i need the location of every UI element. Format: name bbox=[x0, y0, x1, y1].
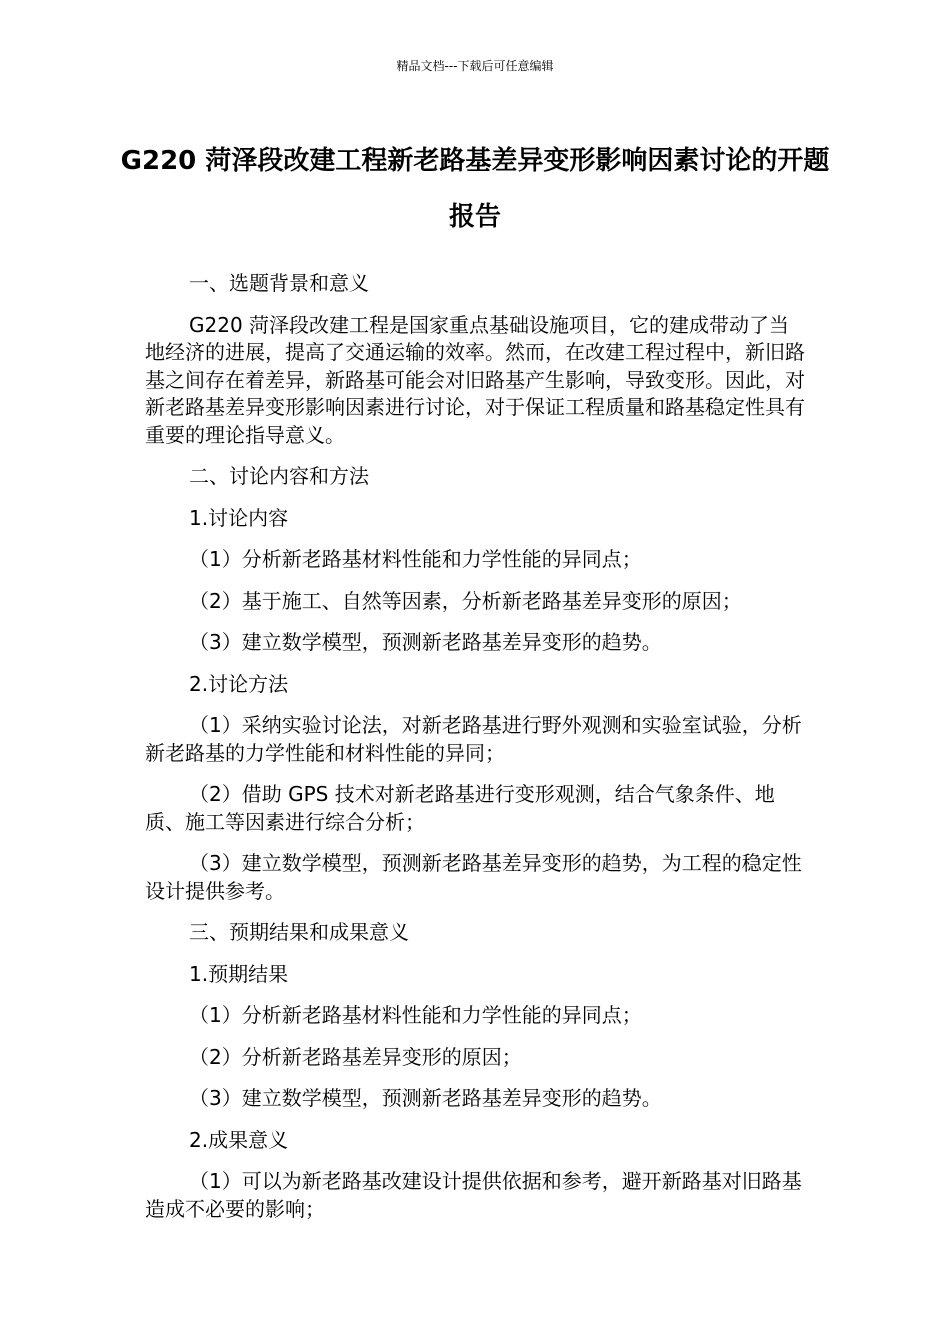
page-title: G220 菏泽段改建工程新老路基差异变形影响因素讨论的开题报告 bbox=[120, 146, 830, 232]
list-item: （3）建立数学模型，预测新老路基差异变形的趋势。 bbox=[189, 1086, 662, 1110]
subheading-significance: 2.成果意义 bbox=[189, 1127, 289, 1152]
list-item: （1）采纳实验讨论法，对新老路基进行野外观测和实验室试验，分析新老路基的力学性能和材料性能的异同； bbox=[145, 713, 802, 765]
list-item: （2）分析新老路基差异变形的原因； bbox=[189, 1044, 522, 1069]
list-item: （2）基于施工、自然等因素，分析新老路基差异变形的原因； bbox=[189, 588, 742, 613]
section-heading-2: 二、讨论内容和方法 bbox=[189, 464, 369, 488]
paragraph-background: G220 菏泽段改建工程是国家重点基础设施项目，它的建成带动了当地经济的进展，提高了交通运输的效率。然而，在改建工程过程中，新旧路基之间存在着差异，新路基可能会对旧路基产生影响，导致变形。因此，对新老路基差异变形影响因素进行讨论，对于保证工程质量和路基稳定性具有重要的理论指导意义。 bbox=[145, 312, 805, 447]
list-item: （3）建立数学模型，预测新老路基差异变形的趋势，为工程的稳定性设计提供参考。 bbox=[145, 851, 802, 903]
section-heading-1: 一、选题背景和意义 bbox=[189, 271, 369, 295]
list-item: （2）借助 GPS 技术对新老路基进行变形观测，结合气象条件、地质、施工等因素进行综合分析； bbox=[145, 782, 775, 834]
subheading-results: 1.预期结果 bbox=[189, 961, 289, 986]
list-item: （3）建立数学模型，预测新老路基差异变形的趋势。 bbox=[189, 630, 662, 654]
subheading-method: 2.讨论方法 bbox=[189, 671, 289, 696]
list-item: （1）分析新老路基材料性能和力学性能的异同点； bbox=[189, 547, 642, 571]
header-note: 精品文档---下载后可任意编辑 bbox=[396, 59, 554, 73]
list-item: （1）分析新老路基材料性能和力学性能的异同点； bbox=[189, 1003, 642, 1027]
subheading-content: 1.讨论内容 bbox=[189, 505, 289, 530]
document-body bbox=[145, 270, 807, 1223]
section-heading-3: 三、预期结果和成果意义 bbox=[189, 920, 409, 944]
list-item: （1）可以为新老路基改建设计提供依据和参考，避开新路基对旧路基造成不必要的影响； bbox=[145, 1169, 802, 1221]
